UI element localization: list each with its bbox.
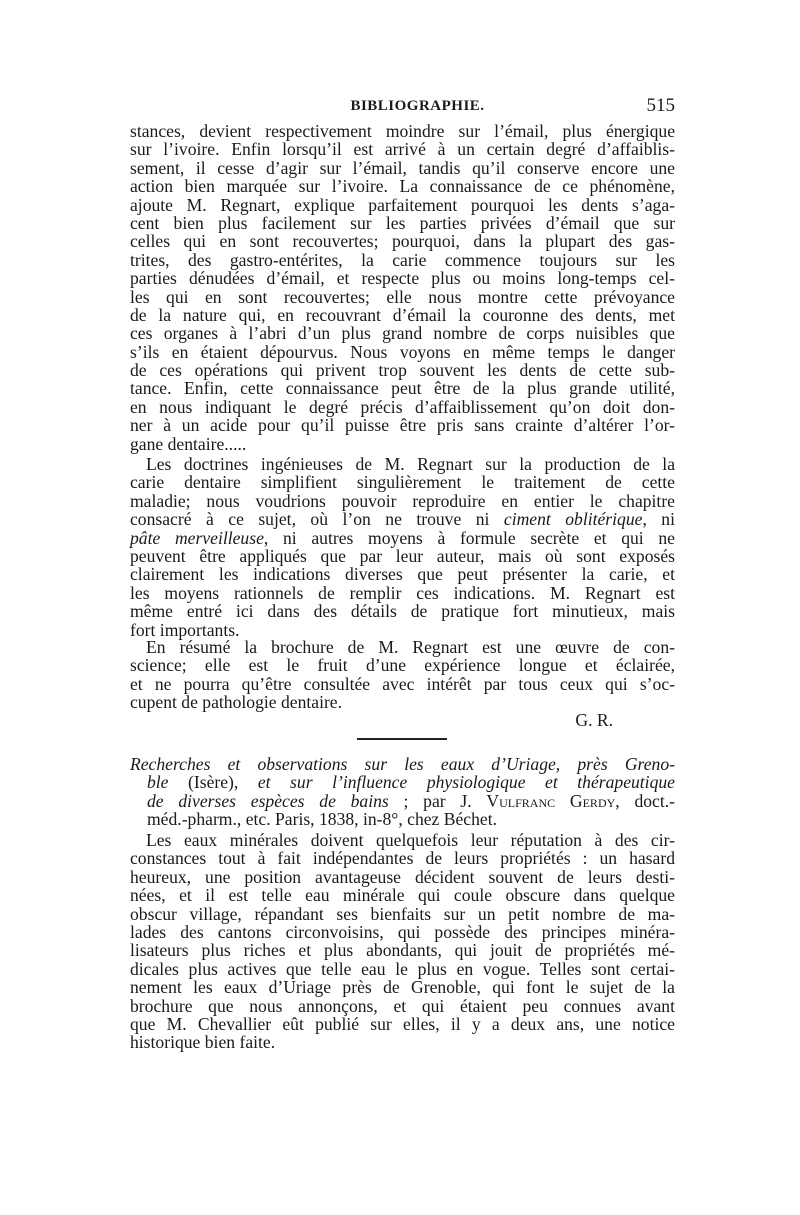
text-line: gane dentaire.....: [130, 433, 247, 454]
text-line: cupent de pathologie dentaire.: [130, 692, 343, 713]
text-run: (Isère),: [168, 772, 258, 793]
text-line: constances tout à fait indépendantes de leurs propriétés : un hasard: [130, 848, 675, 869]
author-name: Vulfranc Gerdy: [486, 790, 616, 811]
text-run: , ni: [642, 509, 675, 530]
text-line: cent bien plus facilement sur les parties privées d’émail que sur: [130, 212, 675, 233]
text-line: science; elle est le fruit d’une expérience longue et éclairée,: [130, 655, 675, 676]
book-title: de diverses espèces de bains: [147, 790, 389, 811]
text-line: de la nature qui, en recouvrant d’émail la couronne des dents, met: [130, 304, 675, 325]
text-line: de ces opérations qui privent trop souvent les dents de cette sub-: [130, 360, 675, 381]
text-run: , doct.-: [615, 790, 675, 811]
review-citation: [130, 755, 675, 829]
text-line: dicales plus actives que telle eau le plus en vogue. Telles sont certai-: [130, 958, 675, 979]
text-line: maladie; nous voudrions pouvoir reproduire en entier le chapitre: [130, 490, 675, 511]
paragraph-summary: [130, 638, 675, 712]
page-header: [130, 95, 675, 122]
text-line: trites, des gastro-entérites, la carie commence toujours sur les: [130, 249, 675, 270]
text-line: [130, 755, 675, 773]
text-run: consacré à ce sujet, où l’on ne trouve ni: [130, 509, 504, 530]
section-divider: [357, 738, 447, 740]
text-line: carie dentaire simplifient singulièrement le traitement de cette: [130, 472, 675, 493]
paragraph-doctrines: [130, 455, 675, 639]
text-line: [130, 792, 675, 810]
text-line: ner à un acide pour qu’il puisse être pris sans crainte d’altérer l’or-: [130, 415, 675, 436]
text-line: nement les eaux d’Uriage près de Grenoble, qui font le sujet de la: [130, 977, 675, 998]
text-line: ajoute M. Regnart, explique parfaitement pourquoi les dents s’aga-: [130, 194, 675, 215]
text-line: [130, 510, 675, 528]
text-line: stances, devient respectivement moindre sur l’émail, plus énergique: [130, 121, 675, 141]
text-line: fort importants.: [130, 619, 240, 640]
paragraph-uriage: [130, 831, 675, 1052]
text-run: , ni autres moyens à formule secrète et qui ne: [263, 527, 675, 548]
text-line: peuvent être appliqués que par leur auteur, mais où sont exposés: [130, 545, 675, 566]
text-line: clairement les indications diverses que peut présenter la carie, et: [130, 564, 675, 585]
text-line: sement, il cesse d’agir sur l’émail, tandis qu’il conserve encore une: [130, 157, 675, 178]
text-line: les qui en sont recouvertes; elle nous montre cette prévoyance: [130, 286, 675, 307]
text-line: tance. Enfin, cette connaissance peut être de la plus grande utilité,: [130, 378, 675, 399]
text-line: nées, et il est telle eau minérale qui coule obscure dans quelque: [130, 885, 675, 906]
text-line: méd.-pharm., etc. Paris, 1838, in-8°, chez Béchet.: [147, 809, 498, 830]
text-line: les moyens rationnels de remplir ces indications. M. Regnart est: [130, 582, 675, 603]
text-line: celles qui en sont recouvertes; pourquoi, dans la plupart des gas-: [130, 231, 675, 252]
text-line: historique bien faite.: [130, 1032, 276, 1053]
italic-term: pâte merveilleuse: [130, 527, 264, 548]
text-line: lisateurs plus riches et plus abondants, qui jouit de propriétés mé-: [130, 940, 675, 961]
text-run: ; par J.: [388, 790, 487, 811]
text-line: Les doctrines ingénieuses de M. Regnart sur la production de la: [146, 454, 675, 474]
text-line: que M. Chevallier eût publié sur elles, il y a deux ans, une notice: [130, 1013, 675, 1034]
text-line: sur l’ivoire. Enfin lorsqu’il est arrivé à un certain degré d’affaiblis-: [130, 139, 675, 160]
text-line: même entré ici dans des détails de pratique fort minutieux, mais: [130, 601, 675, 622]
text-line: lades des cantons circonvoisins, qui possède des principes minéra-: [130, 921, 675, 942]
text-line: En résumé la brochure de M. Regnart est une œuvre de con-: [146, 637, 675, 657]
book-title: ble: [147, 772, 169, 793]
text-line: s’ils en étaient dépourvus. Nous voyons en même temps le danger: [130, 341, 675, 362]
text-line: heureux, une position avantageuse décident souvent de leurs desti-: [130, 866, 675, 887]
text-line: ces organes à l’abri d’un plus grand nombre de corps nuisibles que: [130, 323, 675, 344]
running-title: BIBLIOGRAPHIE.: [350, 98, 485, 114]
book-title: Recherches et observations sur les eaux d’Uriage, près Greno-: [130, 754, 675, 774]
signature-initials: G. R.: [575, 710, 613, 730]
text-line: et ne pourra qu’être consultée avec intérêt par tous ceux qui s’oc-: [130, 673, 675, 694]
text-line: action bien marquée sur l’ivoire. La connaissance de ce phénomène,: [130, 176, 675, 197]
page-number: 515: [646, 95, 675, 116]
text-line: obscur village, répandant ses bienfaits sur un petit nombre de ma-: [130, 903, 675, 924]
text-line: Les eaux minérales doivent quelquefois leur réputation à des cir-: [146, 830, 675, 850]
text-line: parties dénudées d’émail, et respecte plus ou moins long-temps cel-: [130, 268, 675, 289]
text-line: [130, 773, 675, 791]
italic-term: ciment oblitérique: [503, 509, 643, 530]
text-line: brochure que nous annonçons, et qui étaient peu connues avant: [130, 995, 675, 1016]
paragraph-continued: [130, 122, 675, 453]
text-line: en nous indiquant le degré précis d’affaiblissement qu’on doit don-: [130, 396, 675, 417]
review-signature: [130, 710, 675, 731]
text-line: [130, 529, 675, 547]
book-title: et sur l’influence physiologique et thérapeutique: [257, 772, 675, 793]
